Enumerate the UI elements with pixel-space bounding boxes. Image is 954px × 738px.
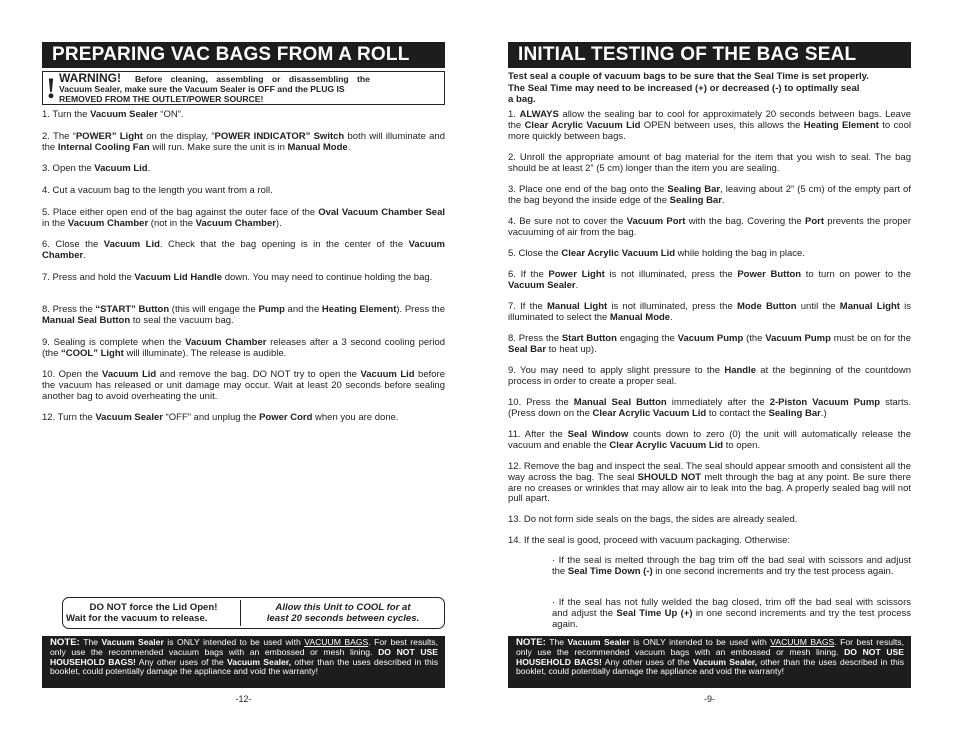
exclamation-icon: ! (46, 72, 56, 105)
step-item: 9. Sealing is complete when the Vacuum Chamber releases after a 3 second cooling period (the “COOL” Light will illuminate). The release is audible. (42, 337, 446, 359)
section-title: INITIAL TESTING OF THE BAG SEAL (508, 42, 911, 68)
step-item: 11. After the Seal Window counts down to zero (0) the unit will automatically release the vacuum and enable the Clear Acrylic Vacuum Lid to open. (508, 429, 911, 451)
sub-bullet: · If the seal has not fully welded the bag closed, trim off the bad seal with scissors and adjust the Seal Time Up (+) in one second increments and try the test process again. (552, 597, 911, 630)
note-box: NOTE: The Vacuum Sealer is ONLY intended to be used with VACUUM BAGS. For best results, only use the recommended vacuum bags with an embossed or mesh lining. DO NOT USE HOUSEHOLD BAGS! Any other uses of the Vacuum Sealer, other than the uses described in this booklet, could potentially damage the appliance and void the warranty! (508, 636, 911, 688)
step-item: 7. If the Manual Light is not illuminated, press the Mode Button until the Manual Light is illuminated to select the Manual Mode. (508, 301, 911, 323)
step-item: 9. You may need to apply slight pressure to the Handle at the beginning of the countdown process in order to create a proper seal. (508, 365, 911, 387)
page-number: -9- (704, 694, 715, 704)
step-item: 10. Press the Manual Seal Button immediately after the 2-Piston Vacuum Pump starts. (Press down on the Clear Acrylic Vacuum Lid to contact the Sealing Bar.) (508, 397, 911, 419)
sub-bullet: · If the seal is melted through the bag trim off the bad seal with scissors and adjust the Seal Time Down (-) in one second increments and try the test process again. (552, 555, 911, 577)
step-item: 13. Do not form side seals on the bags, the sides are already sealed. (508, 514, 798, 525)
callout-cool-warning: Allow this Unit to COOL for at least 20 seconds between cycles. (266, 602, 420, 624)
step-item: 3. Open the Vacuum Lid. (42, 163, 151, 174)
callout-lid-warning: DO NOT force the Lid Open! Wait for the vacuum to release. (66, 602, 218, 624)
step-item: 6. If the Power Light is not illuminated, press the Power Button to turn on power to the Vacuum Sealer. (508, 269, 911, 291)
step-item: 2. The “POWER” Light on the display, “POWER INDICATOR” Switch both will illuminate and the Internal Cooling Fan will run. Make sure the unit is in Manual Mode. (42, 131, 445, 153)
step-item: 8. Press the Start Button engaging the Vacuum Pump (the Vacuum Pump must be on for the Seal Bar to heat up). (508, 333, 911, 355)
caution-callout (62, 597, 445, 629)
callout-divider (240, 600, 241, 626)
step-item: 6. Close the Vacuum Lid. Check that the bag opening is in the center of the Vacuum Chamber. (42, 239, 445, 261)
step-item: 2. Unroll the appropriate amount of bag material for the item that you wish to seal. The bag should be at least 2” (5 cm) longer than the item you are sealing. (508, 152, 911, 174)
step-item: 14. If the seal is good, proceed with vacuum packaging. Otherwise: (508, 535, 790, 546)
section-title: PREPARING VAC BAGS FROM A ROLL (42, 42, 445, 68)
step-item: 1. ALWAYS allow the sealing bar to cool for approximately 20 seconds between bags. Leave the Clear Acrylic Vacuum Lid OPEN between uses, this allows the Heating Element to cool more quickly between bags. (508, 109, 912, 142)
intro-text: Test seal a couple of vacuum bags to be sure that the Seal Time is set properly. The Seal Time may need to be increased (+) or decreased (-) to optimally seal a bag. (508, 71, 869, 106)
step-item: 10. Open the Vacuum Lid and remove the bag. DO NOT try to open the Vacuum Lid before the vacuum has released or unit damage may occur. Wait at least 20 seconds before sealing another bag to avoid overheating the unit. (42, 369, 445, 402)
step-item: 5. Close the Clear Acrylic Vacuum Lid while holding the bag in place. (508, 248, 805, 259)
step-item: 5. Place either open end of the bag against the outer face of the Oval Vacuum Chamber Seal in the Vacuum Chamber (not in the Vacuum Chamber). (42, 207, 445, 229)
warning-text: WARNING! Before cleaning, assembling or disassembling the Vacuum Sealer, make sure the Vacuum Sealer is OFF and the PLUG IS REMOVED FROM THE OUTLET/POWER SOURCE! (59, 71, 370, 104)
step-item: 7. Press and hold the Vacuum Lid Handle down. You may need to continue holding the bag. (42, 272, 433, 283)
step-item: 4. Cut a vacuum bag to the length you want from a roll. (42, 185, 273, 196)
step-item: 8. Press the “START” Button (this will engage the Pump and the Heating Element). Press the Manual Seal Button to seal the vacuum bag. (42, 304, 445, 326)
warning-box (42, 71, 445, 105)
step-item: 3. Place one end of the bag onto the Sealing Bar, leaving about 2” (5 cm) of the empty part of the bag beyond the inside edge of the Sealing Bar. (508, 184, 911, 206)
step-item: 12. Remove the bag and inspect the seal. The seal should appear smooth and consistent all the way across the bag. The seal SHOULD NOT melt through the bag at any point. Be sure there are no creases or wrinkles that may allow air to leak into the bag. A properly sealed bag will not pull apart. (508, 461, 911, 505)
note-box: NOTE: The Vacuum Sealer is ONLY intended to be used with VACUUM BAGS. For best results, only use the recommended vacuum bags with an embossed or mesh lining. DO NOT USE HOUSEHOLD BAGS! Any other uses of the Vacuum Sealer, other than the uses described in this booklet, could potentially damage the appliance and void the warranty! (42, 636, 445, 688)
step-item: 12. Turn the Vacuum Sealer “OFF” and unplug the Power Cord when you are done. (42, 412, 399, 423)
step-item: 1. Turn the Vacuum Sealer “ON”. (42, 109, 184, 120)
page-number: -12- (235, 694, 252, 704)
step-item: 4. Be sure not to cover the Vacuum Port with the bag. Covering the Port prevents the proper vacuuming of air from the bag. (508, 216, 911, 238)
